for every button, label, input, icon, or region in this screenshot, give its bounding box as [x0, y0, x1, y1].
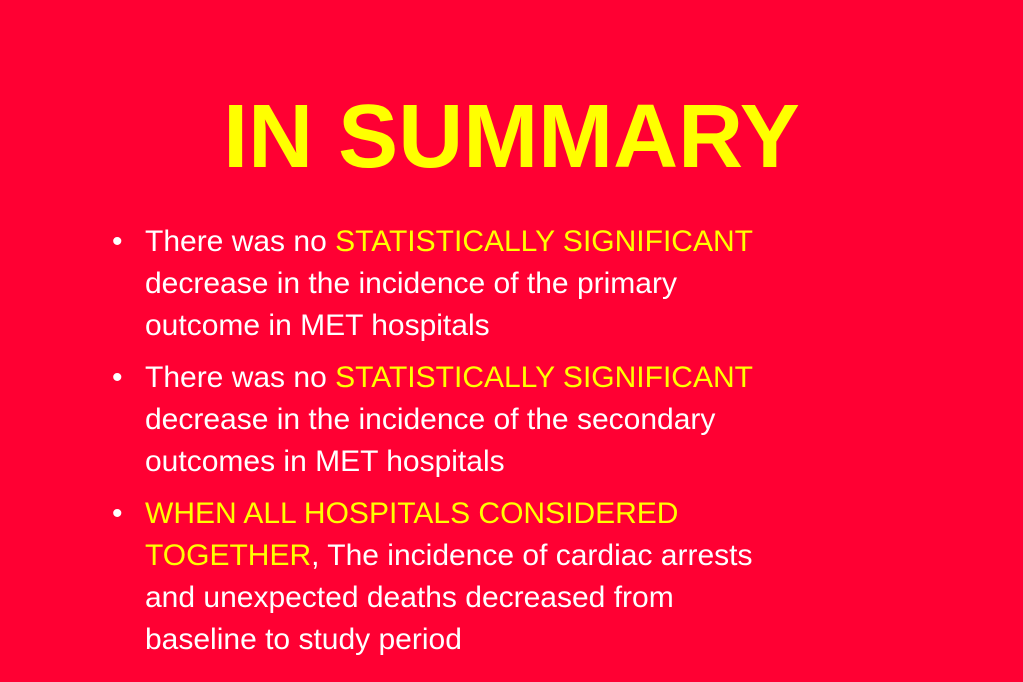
- bullet-3-line4: baseline to study period: [145, 623, 462, 656]
- bullet-2-lead: There was no: [145, 361, 336, 394]
- bullet-dot-icon: •: [112, 361, 123, 394]
- bullet-3-highlight-line2: TOGETHER: [145, 539, 312, 572]
- bullet-2-line3: outcomes in MET hospitals: [145, 445, 505, 478]
- bullet-item-2: [112, 357, 892, 483]
- bullet-3-line2-rest: , The incidence of cardiac arrests: [311, 539, 753, 572]
- bullet-dot-icon: •: [112, 497, 123, 530]
- bullet-2-line2: decrease in the incidence of the secondary: [145, 403, 716, 436]
- bullet-item-1: [112, 221, 892, 347]
- bullet-3-line3: and unexpected deaths decreased from: [145, 581, 674, 614]
- bullet-item-3: [112, 493, 892, 661]
- bullet-list: [112, 221, 892, 671]
- bullet-3-highlight-line1: WHEN ALL HOSPITALS CONSIDERED: [145, 497, 679, 530]
- bullet-1-line2: decrease in the incidence of the primary: [145, 267, 677, 300]
- bullet-2-highlight: STATISTICALLY SIGNIFICANT: [335, 361, 753, 394]
- bullet-1-highlight: STATISTICALLY SIGNIFICANT: [335, 225, 753, 258]
- bullet-1-line3: outcome in MET hospitals: [145, 309, 490, 342]
- slide-title: IN SUMMARY: [223, 87, 800, 187]
- bullet-dot-icon: •: [112, 225, 123, 258]
- bullet-1-lead: There was no: [145, 225, 336, 258]
